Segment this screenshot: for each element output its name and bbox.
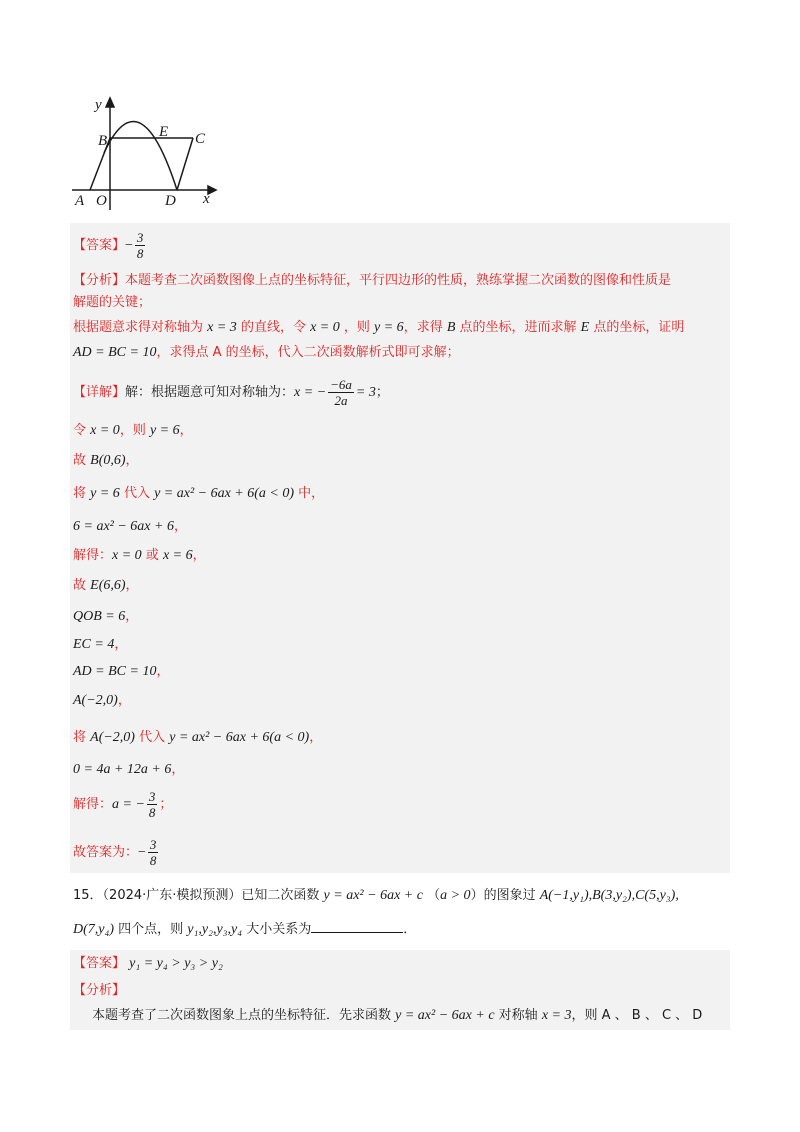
answer-fraction: $\frac{3}{8}$ xyxy=(136,230,144,261)
y-axis-arrow xyxy=(106,98,114,107)
label-B: B xyxy=(98,133,108,149)
q14-analysis-1: 【分析】本题考查二次函数图像上点的坐标特征，平行四边形的性质，熟练掌握二次函数的图像和性质是 xyxy=(73,273,672,288)
q14-step-12: 将 A(−2,0) 代入 y = ax² − 6ax + 6(a < 0)， xyxy=(73,730,323,745)
q14-analysis-3: 根据题意求得对称轴为 x = 3 的直线，令 x = 0 ，则 y = 6，求得 B 点的坐标，进而求解 E 点的坐标，证明 xyxy=(73,320,685,335)
q14-step-6: 解得：x = 0 或 x = 6， xyxy=(73,548,206,563)
segment-CD xyxy=(177,138,193,190)
label-y: y xyxy=(95,97,102,113)
label-A: A xyxy=(75,193,85,209)
label-D: D xyxy=(165,193,176,209)
q15-question-line-2: D(7,y₄) 四个点，则 y₁,y₂,y₃,y₄ 大小关系为 ． xyxy=(73,918,416,940)
q15-analysis-tag: 【分析】 xyxy=(73,983,126,998)
q14-step-5: 6 = ax² − 6ax + 6， xyxy=(73,519,187,534)
q14-step-13: 0 = 4a + 12a + 6， xyxy=(73,762,185,777)
q14-detail-1: 【详解】解：根据题意可知对称轴为：x = − $\frac{-6a}{2a}$ = 3； xyxy=(73,377,389,408)
q15-answer: 【答案】 y₁ = y₄ > y₃ > y₂ xyxy=(73,956,223,971)
q14-step-11: A(−2,0)， xyxy=(73,693,131,708)
label-O: O xyxy=(96,193,107,209)
parabola-figure xyxy=(70,95,220,215)
q14-answer: 【答案】− $\frac{3}{8}$ xyxy=(73,230,144,261)
label-C: C xyxy=(195,131,206,147)
q14-step-14: 解得：a = − $\frac{3}{8}$ ； xyxy=(73,789,173,820)
q14-step-4: 将 y = 6 代入 y = ax² − 6ax + 6(a < 0) 中， xyxy=(73,486,325,501)
q14-step-9: EC = 4， xyxy=(73,637,128,652)
q14-step-10: AD = BC = 10， xyxy=(73,664,170,679)
q14-step-2: 令 x = 0，则 y = 6， xyxy=(73,423,193,438)
q14-analysis-2: 解题的关键； xyxy=(73,295,152,310)
q14-step-7: 故 E(6,6)， xyxy=(73,578,139,593)
label-x: x xyxy=(203,191,210,207)
label-E: E xyxy=(159,124,169,140)
q14-step-15: 故答案为：− $\frac{3}{8}$ xyxy=(73,837,157,868)
q15-analysis-1: 本题考查了二次函数图象上点的坐标特征．先求函数 y = ax² − 6ax + c 对称轴 x = 3，则 A 、 B 、 C 、 D xyxy=(92,1008,703,1023)
q15-question-line-1: 15．（2024·广东·模拟预测）已知二次函数 y = ax² − 6ax + c （a > 0）的图象过 A(−1,y₁),B(3,y₂),C(5,y₃), xyxy=(73,888,679,903)
q14-analysis-4: AD = BC = 10，求得点 A 的坐标，代入二次函数解析式即可求解； xyxy=(73,345,460,360)
q14-step-3: 故 B(0,6)， xyxy=(73,453,139,468)
answer-blank xyxy=(311,918,403,933)
q14-step-8: QOB = 6， xyxy=(73,609,139,624)
